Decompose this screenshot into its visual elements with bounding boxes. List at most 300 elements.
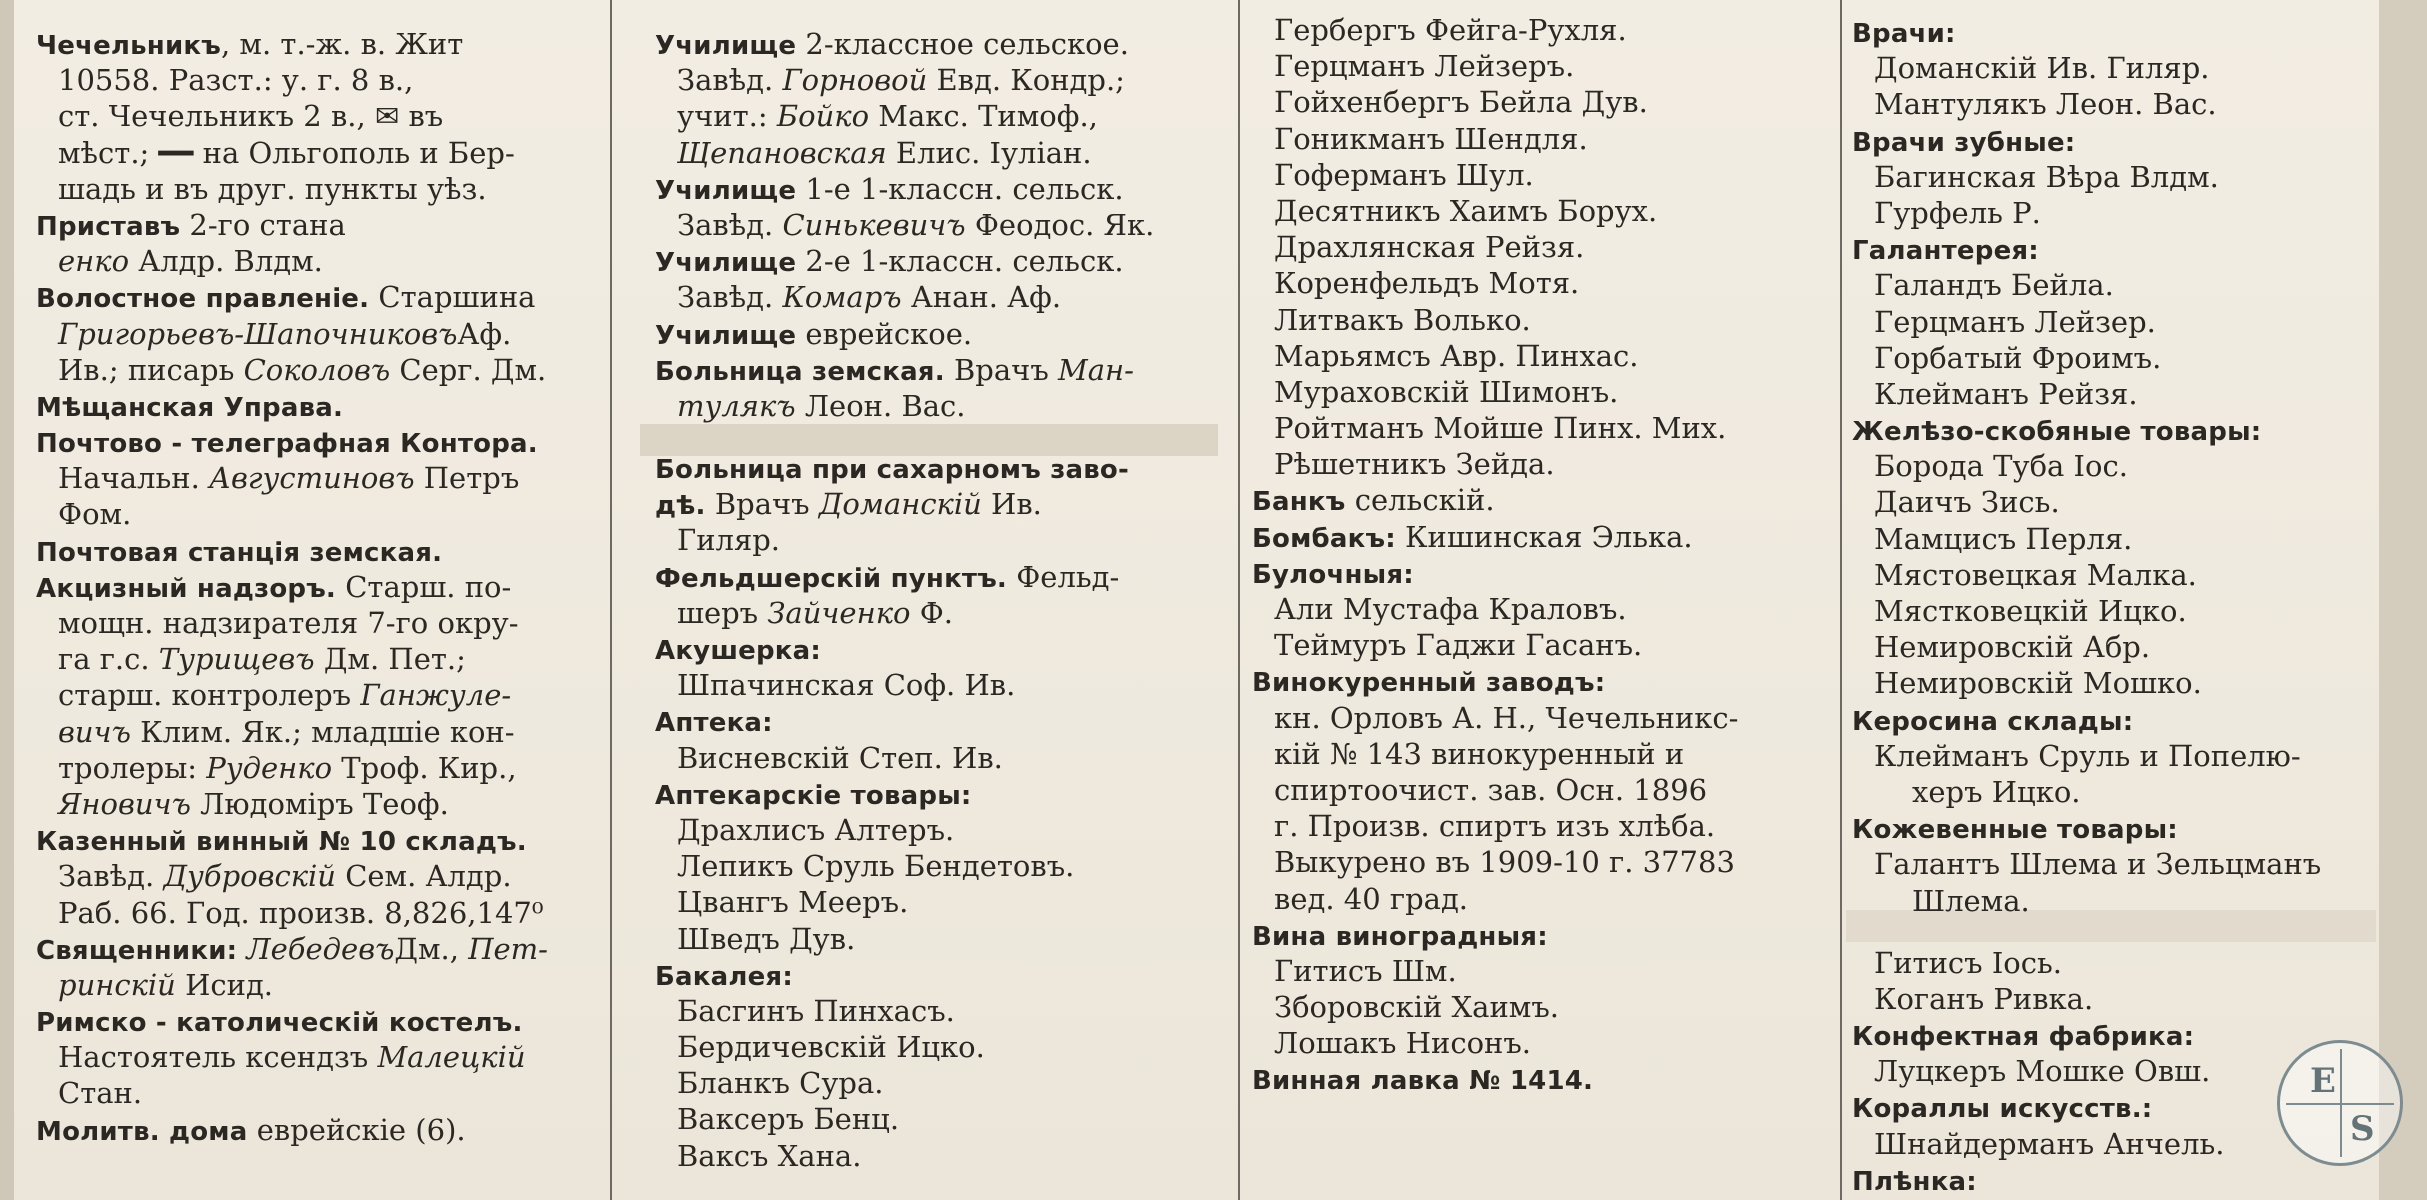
directory-line	[655, 135, 1215, 171]
directory-line	[36, 931, 604, 967]
person-name: Малецкій	[377, 1040, 526, 1075]
section-heading: Банкъ	[1252, 487, 1346, 518]
directory-line	[36, 1112, 604, 1148]
entry-text: еврейскіе (6).	[247, 1112, 466, 1147]
directory-line	[1252, 627, 1812, 663]
directory-line	[36, 641, 604, 677]
entry-text: г. Произв. спиртъ изъ хлѣба.	[1274, 809, 1716, 844]
directory-line	[1252, 302, 1812, 338]
section-heading: Мѣщанская Управа.	[36, 392, 344, 423]
directory-line	[36, 1039, 604, 1075]
directory-line	[1252, 482, 1812, 518]
directory-line	[36, 967, 604, 1003]
entry-text: Клим. Як.; младшіе кон-	[130, 714, 515, 749]
directory-line	[1252, 265, 1812, 301]
directory-line	[1852, 50, 2372, 86]
directory-line	[1852, 1017, 2372, 1053]
entry-text: Выкурено въ 1909-10 г. 37783	[1274, 845, 1735, 880]
directory-line	[1252, 989, 1812, 1025]
section-heading: Плѣнка:	[1852, 1166, 1977, 1197]
person-name: енко	[58, 244, 130, 279]
entry-text: Елис. Іуліан.	[886, 135, 1092, 170]
directory-line	[36, 677, 604, 713]
entry-text: Начальн.	[58, 461, 210, 496]
entry-text: Лепикъ Сруль Бендетовъ.	[677, 849, 1075, 884]
directory-line	[1852, 304, 2372, 340]
entry-text: Горбатый Фроимъ.	[1874, 340, 2162, 375]
entry-text: еврейское.	[796, 316, 973, 351]
entry-text: Мураховскій Шимонъ.	[1274, 374, 1619, 409]
section-heading: Врачи зубные:	[1852, 127, 2076, 158]
directory-line	[1252, 1025, 1812, 1061]
directory-line	[655, 1101, 1215, 1137]
section-heading: Желѣзо-скобяные товары:	[1852, 417, 2262, 448]
entry-text: Настоятель ксендзъ	[58, 1040, 378, 1075]
directory-line	[36, 243, 604, 279]
entry-text: Завѣд.	[677, 63, 783, 98]
entry-text: Завѣд.	[677, 280, 783, 315]
person-name: Бойко	[776, 99, 870, 134]
directory-line	[655, 243, 1215, 279]
section-heading: Акцизный надзоръ.	[36, 573, 337, 604]
section-heading: Вина виноградныя:	[1252, 921, 1548, 952]
directory-line	[655, 522, 1215, 558]
directory-line	[655, 316, 1215, 352]
directory-line	[1852, 883, 2372, 919]
directory-line	[655, 812, 1215, 848]
section-heading: Почтово - телеграфная Контора.	[36, 429, 538, 460]
section-heading: Винокуренный заводъ:	[1252, 668, 1606, 699]
directory-line	[36, 496, 604, 532]
directory-line	[1852, 159, 2372, 195]
directory-line	[655, 352, 1215, 388]
entry-text: Леон. Вас.	[795, 388, 966, 423]
directory-line	[1852, 521, 2372, 557]
entry-text: 10558. Разст.: у. г. 8 в.,	[58, 63, 414, 98]
watermark-stamp	[2277, 1040, 2403, 1166]
entry-text: Мястковецкій Ицко.	[1874, 594, 2187, 628]
entry-text: Макс. Тимоф.,	[869, 99, 1098, 134]
section-heading: Бакалея:	[655, 961, 793, 992]
entry-text: Доманскій Ив. Гиляр.	[1874, 51, 2210, 86]
entry-text: Фельд-	[1007, 559, 1120, 594]
entry-text: Людоміръ Теоф.	[190, 786, 449, 821]
entry-text: Литвакъ Волько.	[1274, 302, 1531, 337]
section-heading: Акушерка:	[655, 636, 821, 666]
person-name: Комаръ	[782, 280, 902, 315]
column-4	[1852, 0, 2372, 1200]
directory-line	[1252, 519, 1812, 555]
directory-line	[36, 279, 604, 315]
stamp-letter-s: S	[2350, 1109, 2375, 1149]
person-name: Зайченко	[767, 595, 911, 630]
directory-line	[655, 559, 1215, 595]
directory-line	[655, 595, 1215, 631]
directory-line	[1252, 229, 1812, 265]
person-name: Горновой	[782, 63, 928, 98]
directory-line	[655, 26, 1215, 62]
entry-text: Аф.	[457, 316, 512, 351]
section-heading: Керосина склады:	[1852, 706, 2134, 737]
section-heading: Кораллы искусств.:	[1852, 1094, 2153, 1125]
directory-line	[1852, 195, 2372, 231]
directory-line	[1852, 665, 2372, 701]
person-name: Григорьевъ-Шапочниковъ	[58, 316, 458, 351]
person-name: Лебедевъ	[237, 931, 395, 966]
directory-line	[1852, 1162, 2372, 1198]
directory-line	[36, 1075, 604, 1111]
entry-text: 1-е 1-классн. сельск.	[796, 171, 1124, 206]
entry-text: Ройтманъ Мойше Пинх. Мих.	[1274, 411, 1727, 446]
person-name: вичъ	[58, 714, 131, 749]
directory-line	[36, 26, 604, 62]
directory-line	[655, 1138, 1215, 1174]
directory-line	[1252, 157, 1812, 193]
entry-text: Ф.	[910, 595, 953, 630]
entry-text: учит.:	[677, 99, 777, 134]
section-heading: Училище	[655, 248, 797, 279]
directory-line	[36, 822, 604, 858]
entry-text: тролеры:	[58, 750, 207, 785]
entry-text: Гоферманъ Шул.	[1274, 157, 1534, 192]
column-3	[1252, 0, 1812, 1200]
entry-text: Герцманъ Лейзеръ.	[1274, 49, 1575, 84]
entry-text: вед. 40 град.	[1274, 881, 1469, 916]
entry-heading: Чечельникъ	[36, 31, 221, 61]
entry-text: Гербергъ Фейга-Рухля.	[1274, 13, 1627, 47]
directory-line	[36, 62, 604, 98]
spacer	[655, 424, 1215, 450]
entry-text: Исид.	[175, 967, 274, 1002]
stamp-letter-e: E	[2310, 1061, 2336, 1101]
column-rule	[1238, 0, 1240, 1200]
entry-text: , м. т.-ж. в. Жит	[220, 27, 464, 61]
entry-text: шадь и въ друг. пункты уѣз.	[58, 171, 487, 206]
entry-text: га г.с.	[58, 642, 159, 677]
entry-text: Гитисъ Іось.	[1874, 945, 2062, 980]
entry-text: Рѣшетникъ Зейда.	[1274, 447, 1555, 482]
entry-text: Врачъ	[705, 487, 819, 522]
column-rule	[1840, 0, 1842, 1200]
directory-line	[655, 1029, 1215, 1065]
directory-line	[1252, 48, 1812, 84]
section-heading: Волостное правленіе.	[36, 284, 370, 315]
directory-line	[36, 171, 604, 207]
directory-line	[655, 62, 1215, 98]
person-name: Пет-	[468, 931, 548, 966]
entry-text: сельскій.	[1345, 483, 1495, 518]
directory-line	[655, 667, 1215, 703]
entry-text: Завѣд.	[58, 859, 164, 894]
directory-line	[655, 993, 1215, 1029]
entry-text: Драхлянская Рейзя.	[1274, 230, 1585, 265]
directory-line	[1252, 338, 1812, 374]
directory-line	[36, 605, 604, 641]
directory-line	[1852, 231, 2372, 267]
section-heading: Римско - католическій костелъ.	[36, 1008, 523, 1039]
entry-text: Висневскій Степ. Ив.	[677, 740, 1003, 775]
directory-line	[1252, 12, 1812, 48]
directory-line	[655, 1065, 1215, 1101]
entry-text: Петръ	[414, 461, 520, 496]
entry-text: Завѣд.	[677, 207, 783, 242]
page-left-edge	[0, 0, 14, 1200]
person-name: тулякъ	[677, 388, 796, 423]
entry-text: Бердичевскій Ицко.	[677, 1030, 985, 1065]
directory-line	[1852, 267, 2372, 303]
section-heading: Училище	[655, 320, 797, 351]
person-name: Ман-	[1058, 352, 1134, 387]
person-name: Руденко	[206, 750, 333, 785]
column-1	[36, 0, 604, 1200]
directory-line	[1852, 86, 2372, 122]
entry-text: Старш. по-	[336, 569, 512, 604]
column-rule	[610, 0, 612, 1200]
entry-text: Гурфель Р.	[1874, 195, 2041, 230]
entry-text: Али Мустафа Краловъ.	[1274, 592, 1627, 626]
directory-line	[1852, 340, 2372, 376]
entry-text: Раб. 66. Год. произв. 8,826,147⁰	[58, 895, 544, 930]
entry-text: кій № 143 винокуренный и	[1274, 736, 1685, 771]
entry-text: Сем. Алдр.	[335, 859, 512, 894]
directory-line	[1852, 738, 2372, 774]
entry-text: Цвангъ Мееръ.	[677, 885, 909, 920]
directory-line	[1252, 1061, 1812, 1097]
directory-line	[655, 388, 1215, 424]
directory-line	[1852, 702, 2372, 738]
entry-text: Евд. Кондр.;	[927, 63, 1125, 98]
entry-text: 2-го стана	[180, 207, 346, 242]
entry-text: 2-классное сельское.	[796, 27, 1129, 61]
directory-line	[1252, 446, 1812, 482]
directory-line	[1852, 412, 2372, 448]
entry-text: Немировскій Абр.	[1874, 630, 2151, 665]
entry-text: Фом.	[58, 497, 132, 532]
entry-text: Мамцисъ Перля.	[1874, 521, 2133, 556]
section-heading: Врачи:	[1852, 19, 1956, 49]
directory-line	[655, 279, 1215, 315]
spacer	[1852, 919, 2372, 945]
section-heading: Больница при сахарномъ заво-	[655, 455, 1129, 486]
section-heading: Винная лавка № 1414.	[1252, 1066, 1594, 1097]
directory-line	[1252, 555, 1812, 591]
section-heading: Училище	[655, 31, 797, 61]
directory-line	[36, 858, 604, 894]
directory-line	[655, 776, 1215, 812]
section-heading: Бомбакъ:	[1252, 523, 1396, 554]
section-heading: Училище	[655, 175, 797, 206]
entry-text: шеръ	[677, 595, 768, 630]
section-heading: Казенный винный № 10 складъ.	[36, 827, 527, 858]
section-heading: Галантерея:	[1852, 236, 2039, 267]
entry-text: кн. Орловъ А. Н., Чечельникс-	[1274, 700, 1739, 735]
directory-line	[1852, 945, 2372, 981]
section-heading: Священники:	[36, 935, 238, 966]
directory-line	[655, 98, 1215, 134]
directory-line	[36, 98, 604, 134]
directory-line	[1852, 484, 2372, 520]
section-heading: Булочныя:	[1252, 559, 1414, 590]
person-name: Синькевичъ	[782, 207, 966, 242]
directory-line	[1252, 700, 1812, 736]
directory-line	[36, 316, 604, 352]
section-heading: Больница земская.	[655, 356, 945, 387]
entry-text: Клейманъ Сруль и Попелю-	[1874, 738, 2301, 773]
directory-line	[36, 424, 604, 460]
directory-line	[655, 921, 1215, 957]
person-name: Яновичъ	[58, 786, 191, 821]
entry-text: Мантулякъ Леон. Вас.	[1874, 87, 2217, 122]
directory-line	[1252, 410, 1812, 446]
page-right-edge	[2379, 0, 2427, 1200]
person-name: Ганжуле-	[360, 678, 512, 713]
section-heading: Конфектная фабрика:	[1852, 1022, 2195, 1053]
person-name: Дубровскій	[163, 859, 336, 894]
entry-text: Старшина	[369, 280, 536, 315]
directory-line	[36, 207, 604, 243]
entry-text: Гитисъ Шм.	[1274, 953, 1457, 988]
entry-text: мѣст.; ━━ на Ольгополь и Бер-	[58, 135, 515, 170]
person-name: Августиновъ	[209, 461, 415, 496]
directory-line	[1852, 593, 2372, 629]
directory-line	[1252, 953, 1812, 989]
directory-line	[1252, 917, 1812, 953]
entry-text: Лошакъ Нисонъ.	[1274, 1026, 1532, 1061]
directory-line	[1852, 123, 2372, 159]
directory-line	[655, 703, 1215, 739]
entry-text: Клейманъ Рейзя.	[1874, 376, 2138, 411]
directory-line	[1852, 557, 2372, 593]
directory-line	[36, 533, 604, 569]
directory-line	[1852, 810, 2372, 846]
directory-line	[1252, 374, 1812, 410]
person-name: Турищевъ	[158, 642, 315, 677]
entry-text: 2-е 1-классн. сельск.	[796, 244, 1124, 279]
entry-text: Шпачинская Соф. Ив.	[677, 668, 1016, 703]
entry-text: Алдр. Влдм.	[129, 244, 323, 279]
directory-line	[36, 895, 604, 931]
directory-line	[36, 1003, 604, 1039]
entry-text: Ив.; писарь	[58, 352, 244, 387]
directory-line	[1252, 808, 1812, 844]
entry-text: Немировскій Мошко.	[1874, 666, 2202, 701]
person-name: Доманскій	[818, 487, 982, 522]
entry-text: Дм.,	[394, 931, 469, 966]
entry-text: Стан.	[58, 1076, 143, 1111]
directory-line	[1252, 121, 1812, 157]
directory-line	[36, 135, 604, 171]
directory-line	[36, 569, 604, 605]
directory-line	[36, 750, 604, 786]
directory-line	[36, 714, 604, 750]
directory-line	[36, 786, 604, 822]
entry-text: Гойхенбергъ Бейла Дув.	[1274, 85, 1648, 120]
column-2	[655, 0, 1215, 1200]
entry-text: Феодос. Як.	[965, 207, 1155, 242]
entry-text: Даичъ Зись.	[1874, 485, 2060, 520]
entry-text: Герцманъ Лейзер.	[1874, 304, 2156, 339]
entry-text: ст. Чечельникъ 2 в., ✉ въ	[58, 99, 444, 134]
entry-text: Мястовецкая Малка.	[1874, 557, 2197, 592]
entry-text: Борода Туба Іос.	[1874, 449, 2128, 484]
directory-line	[1852, 846, 2372, 882]
section-heading: Аптекарскіе товары:	[655, 780, 972, 811]
directory-line	[1252, 881, 1812, 917]
entry-text: Шведъ Дув.	[677, 921, 856, 956]
directory-line	[655, 957, 1215, 993]
directory-line	[1852, 629, 2372, 665]
directory-line	[655, 740, 1215, 776]
entry-text: спиртоочист. зав. Осн. 1896	[1274, 772, 1708, 807]
entry-text: Кишинская Элька.	[1395, 519, 1693, 554]
entry-text: Теймуръ Гаджи Гасанъ.	[1274, 628, 1643, 663]
entry-text: Коганъ Ривка.	[1874, 981, 2094, 1016]
section-heading: Фельдшерскій пунктъ.	[655, 563, 1008, 594]
entry-text: Гиляр.	[677, 523, 781, 558]
entry-text: Ваксъ Хана.	[677, 1138, 862, 1173]
entry-text: мощн. надзирателя 7-го окру-	[58, 606, 519, 640]
entry-text: Бланкъ Сура.	[677, 1066, 884, 1101]
entry-text: Врачъ	[944, 352, 1059, 387]
entry-text: Десятникъ Хаимъ Борух.	[1274, 193, 1658, 228]
entry-text: Басгинъ Пинхасъ.	[677, 993, 955, 1028]
directory-line	[1252, 591, 1812, 627]
section-heading: дѣ.	[655, 491, 706, 522]
entry-text: Ваксеръ Бенц.	[677, 1102, 900, 1137]
directory-line	[655, 884, 1215, 920]
directory-line	[655, 450, 1215, 486]
person-name: ринскій	[58, 967, 176, 1002]
section-heading: Кожевенные товары:	[1852, 815, 2178, 846]
directory-line	[1852, 448, 2372, 484]
entry-text: Ив.	[981, 487, 1042, 522]
entry-text: Шлема.	[1912, 883, 2030, 918]
entry-text: Анан. Аф.	[901, 280, 1062, 315]
section-heading: Аптека:	[655, 708, 773, 739]
directory-line	[36, 352, 604, 388]
directory-line	[1252, 736, 1812, 772]
directory-line	[1852, 376, 2372, 412]
directory-line	[1252, 663, 1812, 699]
section-heading: Молитв. дома	[36, 1116, 248, 1147]
entry-text: Луцкеръ Мошке Овш.	[1874, 1054, 2211, 1089]
section-heading: Почтовая станція земская.	[36, 537, 443, 568]
entry-text: Драхлисъ Алтеръ.	[677, 812, 955, 847]
directory-line	[655, 486, 1215, 522]
entry-text: Зборовскій Хаимъ.	[1274, 990, 1560, 1025]
entry-text: Галандъ Бейла.	[1874, 268, 2114, 303]
entry-text: Багинская Вѣра Влдм.	[1874, 159, 2219, 194]
directory-line	[1252, 772, 1812, 808]
person-name: Щепановская	[677, 135, 887, 170]
directory-line	[1252, 844, 1812, 880]
directory-line	[1852, 14, 2372, 50]
entry-text: Дм. Пет.;	[314, 642, 466, 677]
section-heading: Приставъ	[36, 211, 181, 242]
entry-text: херъ Ицко.	[1912, 774, 2081, 809]
person-name: Соколовъ	[243, 352, 391, 387]
entry-text: Галантъ Шлема и Зельцманъ	[1874, 847, 2322, 882]
directory-line	[655, 631, 1215, 667]
entry-text: старш. контролеръ	[58, 678, 361, 713]
directory-line	[655, 207, 1215, 243]
entry-text: Гоникманъ Шендля.	[1274, 121, 1588, 156]
directory-line	[1252, 84, 1812, 120]
directory-line	[1852, 774, 2372, 810]
directory-line	[655, 171, 1215, 207]
directory-line	[36, 460, 604, 496]
directory-line	[1852, 981, 2372, 1017]
